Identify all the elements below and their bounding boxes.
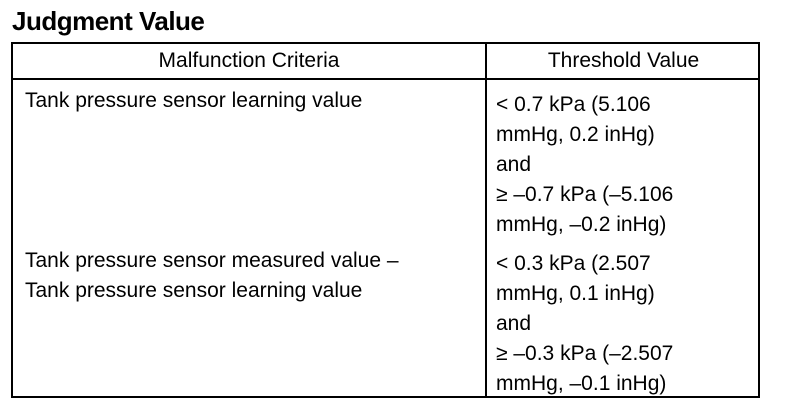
row-2-threshold-line: < 0.3 kPa (2.507 (496, 252, 651, 275)
page-title: Judgment Value (12, 6, 205, 36)
row-1-threshold-line: and (496, 153, 532, 176)
row-1-criteria-line: Tank pressure sensor learning value (25, 89, 363, 112)
row-1-threshold-line: mmHg, 0.2 inHg) (496, 123, 655, 146)
row-1-threshold-line: mmHg, –0.2 inHg) (496, 213, 667, 236)
judgment-table (11, 42, 760, 398)
row-1-threshold-line: < 0.7 kPa (5.106 (496, 93, 651, 116)
header-divider (13, 78, 758, 80)
row-1-criteria (25, 86, 362, 116)
row-2-criteria-line: Tank pressure sensor learning value (25, 279, 363, 302)
column-divider (485, 44, 487, 396)
row-2-criteria (25, 246, 399, 306)
row-2-threshold-line: and (496, 312, 532, 335)
row-2-threshold (496, 249, 673, 399)
row-1-threshold-line: ≥ –0.7 kPa (–5.106 (496, 183, 674, 206)
header-threshold-value: Threshold Value (547, 49, 700, 72)
row-2-threshold-line: mmHg, 0.1 inHg) (496, 282, 655, 305)
header-malfunction-criteria: Malfunction Criteria (158, 49, 340, 72)
row-2-threshold-line: ≥ –0.3 kPa (–2.507 (496, 342, 674, 365)
row-2-criteria-line: Tank pressure sensor measured value – (25, 249, 399, 272)
row-2-threshold-line: mmHg, –0.1 inHg) (496, 372, 667, 395)
row-1-threshold (496, 90, 673, 240)
